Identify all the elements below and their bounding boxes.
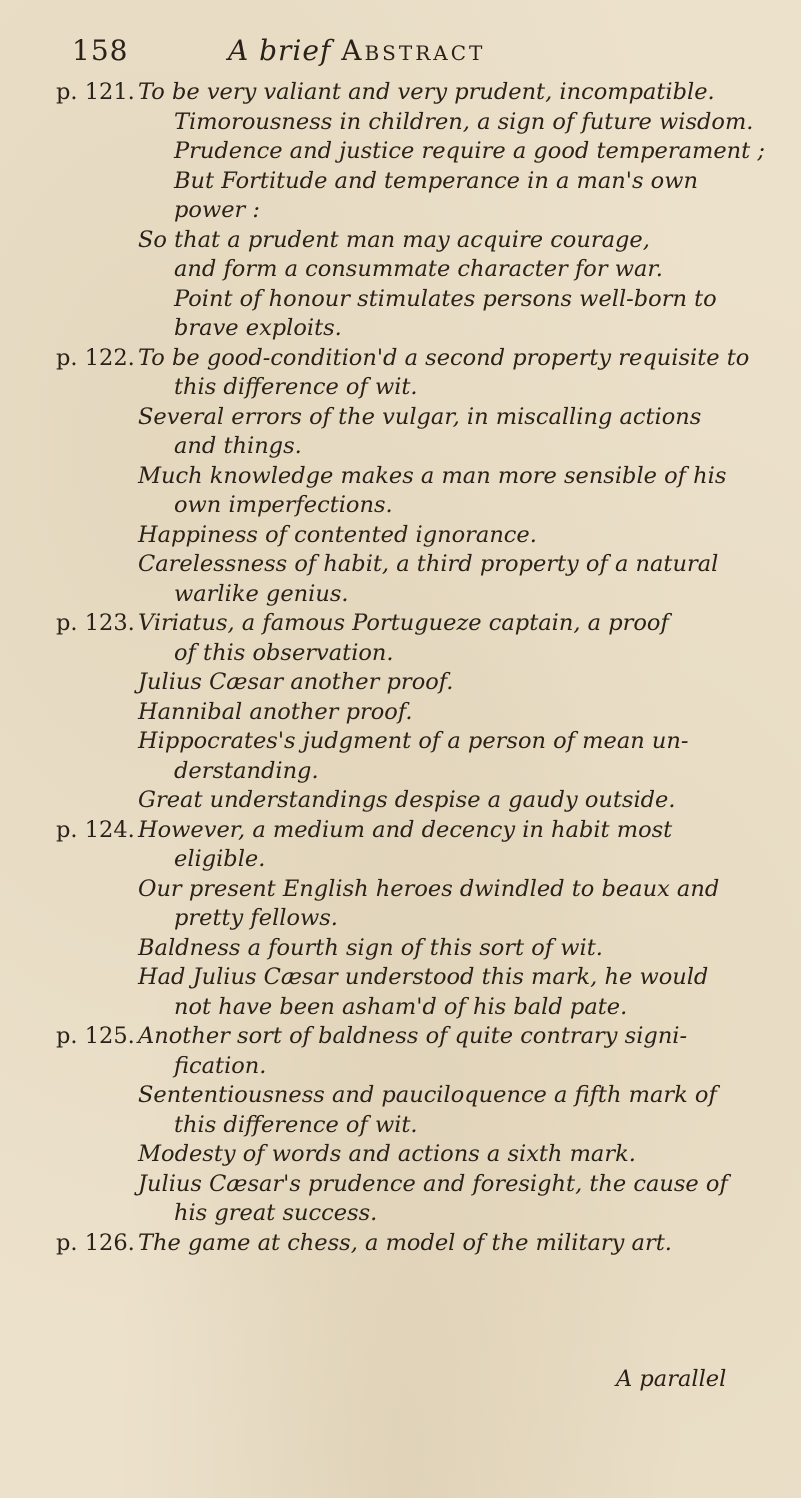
entry-line: this difference of wit. [174, 1111, 418, 1138]
entry-line: Hannibal another proof. [138, 698, 413, 725]
page-number: 158 [72, 34, 129, 67]
entry-line: So that a prudent man may acquire courage, [138, 226, 650, 253]
entry-line: Timorousness in children, a sign of future wisdom. [174, 108, 754, 135]
entry-line: Had Julius Cæsar understood this mark, he would [138, 964, 709, 990]
entry-line: his great success. [174, 1200, 378, 1226]
entry-line: Much knowledge makes a man more sensible of his [138, 462, 727, 489]
page-reference: p. 122. [56, 344, 135, 371]
entry-line: Modesty of words and actions a sixth mark. [138, 1141, 636, 1167]
entry-first-line [56, 344, 780, 374]
entry-first-line [56, 1229, 780, 1259]
entry-122 [56, 344, 780, 610]
entry-line: power : [174, 197, 261, 223]
entry-line: pretty fellows. [174, 905, 338, 931]
catchword: A parallel [616, 1366, 727, 1392]
entry-line: Happiness of contented ignorance. [138, 521, 537, 548]
entry-124 [56, 816, 780, 1023]
running-title [228, 34, 485, 67]
entry-first-line [56, 816, 780, 846]
entry-text: Another sort of baldness of quite contrary signi- [138, 1023, 688, 1049]
running-header [72, 34, 752, 74]
entry-line: Sententiousness and pauciloquence a fifth mark of [138, 1082, 717, 1108]
page-reference: p. 124. [56, 816, 135, 843]
entry-line: not have been asham'd of his bald pate. [174, 993, 628, 1020]
entry-126 [56, 1229, 780, 1259]
entry-text: To be good-condition'd a second property requisite to [138, 344, 750, 371]
page-reference: p. 123. [56, 610, 135, 636]
entry-line: Baldness a fourth sign of this sort of wit. [138, 934, 603, 961]
entry-line: Carelessness of habit, a third property of a natural [138, 551, 719, 577]
page-reference: p. 125. [56, 1023, 135, 1049]
entry-line: Our present English heroes dwindled to beaux and [138, 875, 720, 902]
page-reference: p. 126. [56, 1229, 135, 1256]
entry-line: derstanding. [174, 757, 319, 784]
entry-line: Julius Cæsar another proof. [138, 669, 454, 695]
entry-line: But Fortitude and temperance in a man's own [174, 167, 698, 194]
entry-line: and form a consummate character for war. [174, 256, 663, 282]
entry-line: this difference of wit. [174, 374, 418, 400]
entry-first-line [56, 609, 780, 639]
entry-121 [56, 78, 780, 344]
entry-line: of this observation. [174, 639, 394, 666]
entry-line: and things. [174, 433, 302, 459]
entry-line: brave exploits. [174, 315, 342, 341]
entry-first-line [56, 1022, 780, 1052]
running-title-prefix: A brief [228, 34, 332, 67]
running-title-main: Abstract [341, 34, 486, 67]
entry-text: To be very valiant and very prudent, incompatible. [138, 79, 715, 105]
entry-line: eligible. [174, 846, 266, 872]
entry-line: Julius Cæsar's prudence and foresight, the cause of [138, 1170, 728, 1197]
entry-text: However, a medium and decency in habit most [138, 816, 673, 843]
entry-line: Prudence and justice require a good temperament ; [174, 138, 765, 164]
entry-line: Several errors of the vulgar, in miscalling actions [138, 403, 702, 430]
entry-line: Great understandings despise a gaudy outside. [138, 787, 676, 813]
abstract-body [56, 78, 780, 1258]
entry-first-line [56, 78, 780, 108]
entry-line: warlike genius. [174, 580, 349, 607]
entry-line: Hippocrates's judgment of a person of mean un- [138, 728, 689, 754]
entry-text: The game at chess, a model of the military art. [138, 1229, 672, 1256]
entry-line: fication. [174, 1052, 267, 1079]
entry-123 [56, 609, 780, 816]
entry-text: Viriatus, a famous Portugueze captain, a proof [138, 610, 669, 636]
entry-125 [56, 1022, 780, 1229]
entry-line: Point of honour stimulates persons well-born to [174, 285, 717, 312]
entry-line: own imperfections. [174, 492, 393, 518]
page-reference: p. 121. [56, 79, 135, 105]
